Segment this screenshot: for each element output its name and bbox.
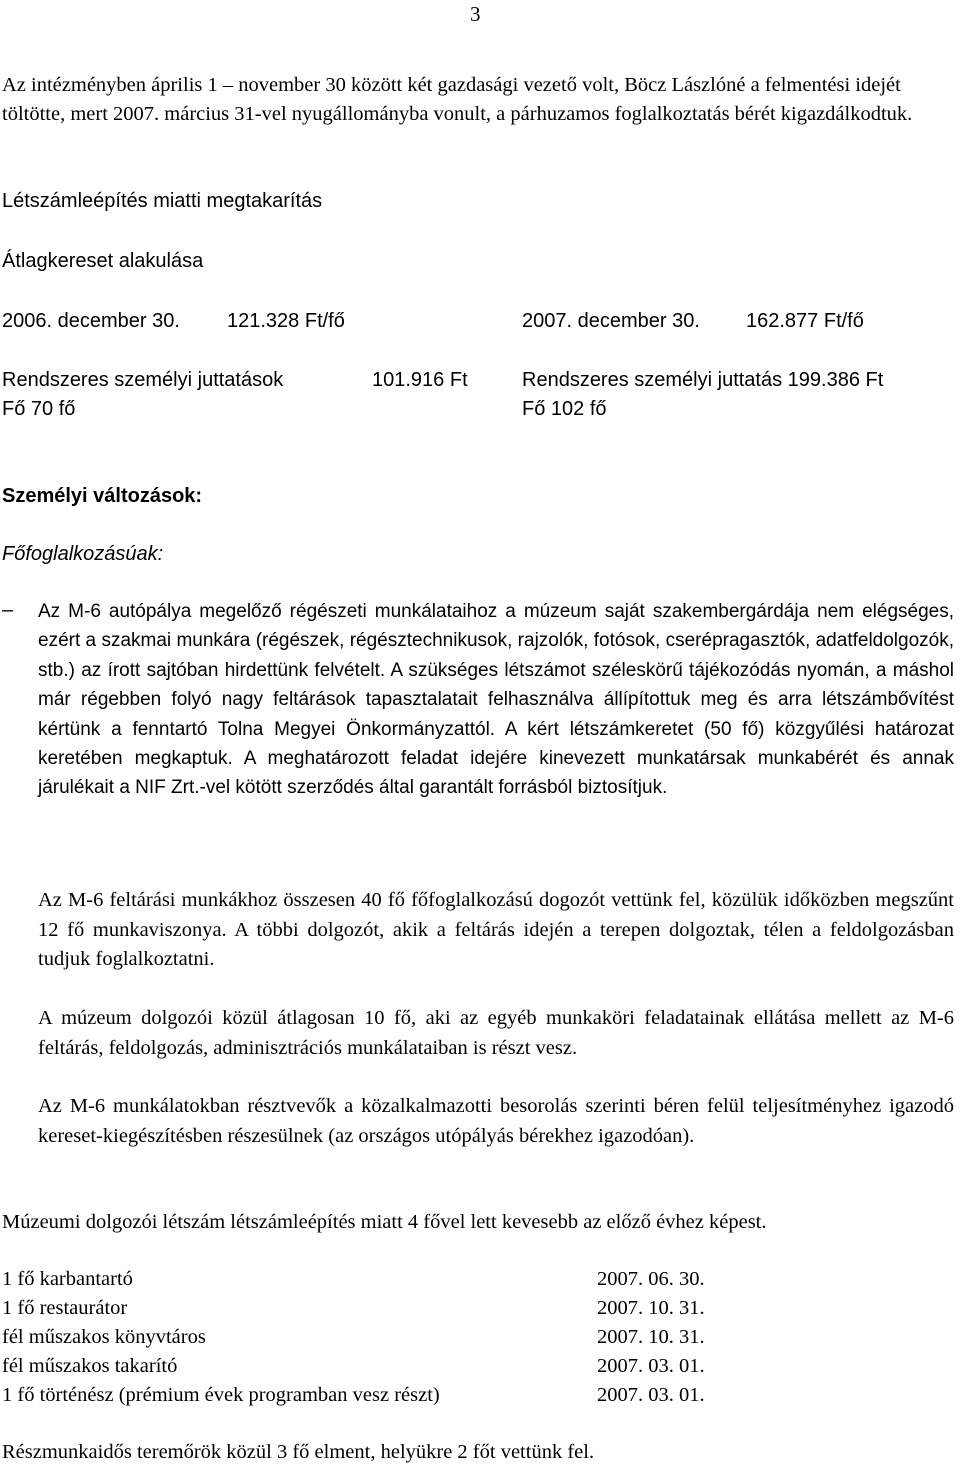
departure-date: 2007. 03. 01. [597, 1384, 705, 1406]
page-number: 3 [470, 2, 481, 26]
departure-role: fél műszakos takarító [2, 1355, 178, 1377]
departure-date: 2007. 03. 01. [597, 1355, 705, 1377]
supplement-paragraph: Az M-6 munkálatokban résztvevők a közalkalmazotti besorolás szerinti béren felül teljesítményhez igazodó kereset-kiegészítésben részesülnek (az országos utópályás bérekhez igazodóan). [38, 1095, 954, 1147]
departure-role: 1 fő történész (prémium évek programban vesz részt) [2, 1384, 440, 1406]
salary-left-headcount: Fő 70 fő [2, 398, 76, 420]
bullet-dash: – [2, 599, 14, 621]
salary-left-regular-value: 101.916 Ft [372, 369, 468, 391]
m6-hires-paragraph: Az M-6 feltárási munkákhoz összesen 40 fő főfoglalkozású dogozót vettünk fel, közülük időközben megszűnt 12 fő munkaviszonya. A többi dolgozót, akik a feltárás idején a terepen dolgoztak, télen a feldolgozásban tudjuk foglalkoztatni. [38, 889, 954, 970]
intro-paragraph: Az intézményben április 1 – november 30 között két gazdasági vezető volt, Böcz Lászlóné a felmentési idejét töltötte, mert 2007. március 31-vel nyugállományba vonult, a párhuzamos foglalkoztatás bérét kigazdálkodtuk. [2, 74, 913, 125]
departure-role: 1 fő restaurátor [2, 1297, 128, 1319]
departure-role: 1 fő karbantartó [2, 1268, 133, 1290]
salary-right-regular: Rendszeres személyi juttatás 199.386 Ft [522, 369, 884, 391]
salary-right-avg: 162.877 Ft/fő [746, 310, 864, 332]
reduction-paragraph: Múzeumi dolgozói létszám létszámleépítés miatt 4 fővel lett kevesebb az előző évhez képest. [2, 1211, 767, 1233]
departure-date: 2007. 10. 31. [597, 1326, 705, 1348]
departure-date: 2007. 06. 30. [597, 1268, 705, 1290]
museum-staff-paragraph: A múzeum dolgozói közül átlagosan 10 fő, aki az egyéb munkaköri feladatainak ellátása mellett az M-6 feltárás, feldolgozás, adminisztrációs munkálataiban is részt vesz. [38, 1007, 954, 1059]
fulltime-heading: Főfoglalkozásúak: [2, 543, 164, 565]
parttime-paragraph: Részmunkaidős teremőrök közül 3 fő elment, helyükre 2 főt vettünk fel. [2, 1441, 595, 1463]
departure-date: 2007. 10. 31. [597, 1297, 705, 1319]
savings-heading: Létszámleépítés miatti megtakarítás [2, 190, 323, 212]
salary-right-headcount: Fő 102 fő [522, 398, 607, 420]
salary-left-date: 2006. december 30. [2, 310, 180, 332]
salary-left-avg: 121.328 Ft/fő [227, 310, 345, 332]
bullet-paragraph: Az M-6 autópálya megelőző régészeti munkálataihoz a múzeum saját szakembergárdája nem elégséges, ezért a szakmai munkára (régészek, régésztechnikusok, rajzolók, fotósok, cserépragasztók, adatfeldolgozók, stb.) az írott sajtóban hirdettünk felvételt. A szükséges létszámot széleskörű tájékozódás nyomán, a máshol már régebben folyó nagy feltárások tapasztalatait felhasználva állípítottuk meg és arra létszámbővítést kértünk a fenntartó Tolna Megyei Önkormányzattól. A kért létszámkeretet (50 fő) közgyűlési határozat keretében megkaptuk. A meghatározott feladat idejére kinevezett munkatársak munkabérét és annak járulékait a NIF Zrt.-vel kötött szerződés által garantált forrásból biztosítjuk. [38, 601, 954, 799]
departure-role: fél műszakos könyvtáros [2, 1326, 206, 1348]
salary-right-date: 2007. december 30. [522, 310, 700, 332]
avg-salary-heading: Átlagkereset alakulása [2, 250, 204, 272]
personnel-heading: Személyi változások: [2, 485, 203, 507]
salary-left-regular-label: Rendszeres személyi juttatások [2, 369, 284, 391]
